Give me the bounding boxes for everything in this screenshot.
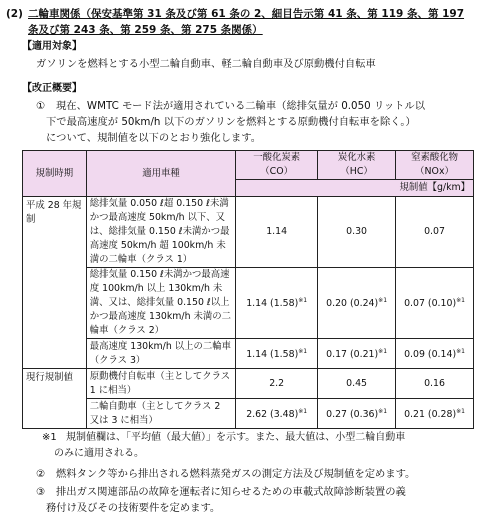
- header-hc: [318, 151, 396, 180]
- nox-cell: [396, 268, 474, 339]
- header-co: [236, 151, 318, 180]
- co-note: ※1: [298, 407, 308, 415]
- hc-value: 0.27 (0.36): [326, 409, 379, 421]
- footnote-marker: ※1: [42, 432, 57, 443]
- table-row: [23, 399, 474, 429]
- header-vehicle: 適用車種: [86, 151, 235, 197]
- header-nox: [396, 151, 474, 180]
- table-row: [23, 197, 474, 268]
- nox-cell: 0.16: [396, 369, 474, 399]
- co-cell: [236, 339, 318, 369]
- table-row: [23, 339, 474, 369]
- item1-line3: について、規制値を以下のとおり強化します。: [46, 132, 261, 144]
- nox-note: ※1: [456, 347, 465, 355]
- co-value: 1.14 (1.58): [246, 349, 299, 361]
- hc-cell: 0.30: [318, 197, 396, 268]
- nox-value: 0.21 (0.28): [404, 409, 457, 421]
- hc-cell: [318, 399, 396, 429]
- co-cell: [236, 268, 318, 339]
- hc-cell: [318, 268, 396, 339]
- item2-text: 燃料タンク等から排出される燃料蒸発ガスの測定方法及び規制値を定めます。: [56, 468, 416, 480]
- vehicle-cell: 総排気量 0.050 ℓ超 0.150 ℓ未満かつ最高速度 50km/h 以下、又は、総排気量 0.150 ℓ未満かつ最高速度 50km/h 超 100km/h 未満の二輪車（クラス 1）: [86, 197, 235, 268]
- nox-cell: 0.07: [396, 197, 474, 268]
- table-header-row: [23, 151, 474, 180]
- co-value: 2.62 (3.48): [246, 409, 299, 421]
- item3-marker: ③: [36, 486, 46, 498]
- summary-label: 【改正概要】: [22, 83, 82, 94]
- item1-line2: 下で最高速度が 50km/h 以下のガソリンを燃料とする原動機付自転車を除く。）: [46, 116, 416, 128]
- nox-value: 0.09 (0.14): [404, 349, 457, 361]
- header-nox-label: 窒素酸化物: [411, 152, 458, 163]
- nox-note: ※1: [456, 407, 465, 415]
- co-note: ※1: [298, 347, 308, 355]
- header-hc-sub: （HC）: [340, 166, 373, 177]
- hc-value: 0.17 (0.21): [326, 349, 379, 361]
- hc-cell: 0.45: [318, 369, 396, 399]
- co-cell: [236, 399, 318, 429]
- table-row: [23, 369, 474, 399]
- vehicle-cell: 原動機付自転車（主としてクラス 1 に相当）: [86, 369, 235, 399]
- nox-note: ※1: [456, 297, 465, 305]
- co-cell: 2.2: [236, 369, 318, 399]
- category-cell: 現行規制値: [23, 369, 87, 429]
- hc-note: ※1: [378, 347, 388, 355]
- nox-cell: [396, 339, 474, 369]
- header-co-sub: （CO）: [260, 166, 293, 177]
- footnote-line1: 規制値欄は、「平均値（最大値）」を示す。また、最大値は、小型二輪自動車: [66, 432, 406, 443]
- hc-value: 0.20 (0.24): [326, 298, 379, 310]
- section-title: 二輪車関係（保安基準第 31 条及び第 61 条の 2、細目告示第 41 条、第 119 条、第 197 条及び第 243 条、第 259 条、第 275 条関係）: [28, 8, 465, 36]
- item2-marker: ②: [36, 468, 46, 480]
- header-unit: 規制値【g/km】: [236, 180, 474, 197]
- hc-note: ※1: [378, 407, 388, 415]
- header-nox-sub: （NOx）: [415, 166, 454, 177]
- vehicle-cell: 二輪自動車（主としてクラス 2 又は 3 に相当）: [86, 399, 235, 429]
- scope-text: ガソリンを燃料とする小型二輪自動車、軽二輪自動車及び原動機付自転車: [36, 58, 376, 70]
- item1-marker: ①: [36, 100, 46, 112]
- co-cell: 1.14: [236, 197, 318, 268]
- footnote-line2: のみに適用される。: [54, 448, 144, 459]
- table-row: [23, 268, 474, 339]
- emission-table: [22, 150, 474, 429]
- co-value: 1.14 (1.58): [246, 298, 299, 310]
- scope-label: 【適用対象】: [22, 41, 82, 52]
- hc-cell: [318, 339, 396, 369]
- nox-value: 0.07 (0.10): [404, 298, 457, 310]
- item1-line1: 現在、WMTC モード法が適用されている二輪車（総排気量が 0.050 リットル以: [56, 100, 426, 112]
- item3-line2: 務付け及びその技術要件を定めます。: [46, 502, 221, 514]
- co-note: ※1: [298, 297, 308, 305]
- header-category: 規制時期: [23, 151, 87, 197]
- category-cell: 平成 28 年規制: [23, 197, 87, 369]
- nox-cell: [396, 399, 474, 429]
- vehicle-cell: 総排気量 0.150 ℓ未満かつ最高速度 100km/h 以上 130km/h 未満、又は、総排気量 0.150 ℓ以上かつ最高速度 130km/h 未満の二輪車（クラス 2）: [86, 268, 235, 339]
- item3-line1: 排出ガス関連部品の故障を運転者に知らせるための車載式故障診断装置の義: [56, 486, 406, 498]
- header-co-label: 一酸化炭素: [253, 152, 301, 163]
- vehicle-cell: 最高速度 130km/h 以上の二輪車（クラス 3）: [86, 339, 235, 369]
- hc-note: ※1: [378, 297, 388, 305]
- section-number: (2): [6, 8, 23, 20]
- header-hc-label: 炭化水素: [337, 152, 376, 163]
